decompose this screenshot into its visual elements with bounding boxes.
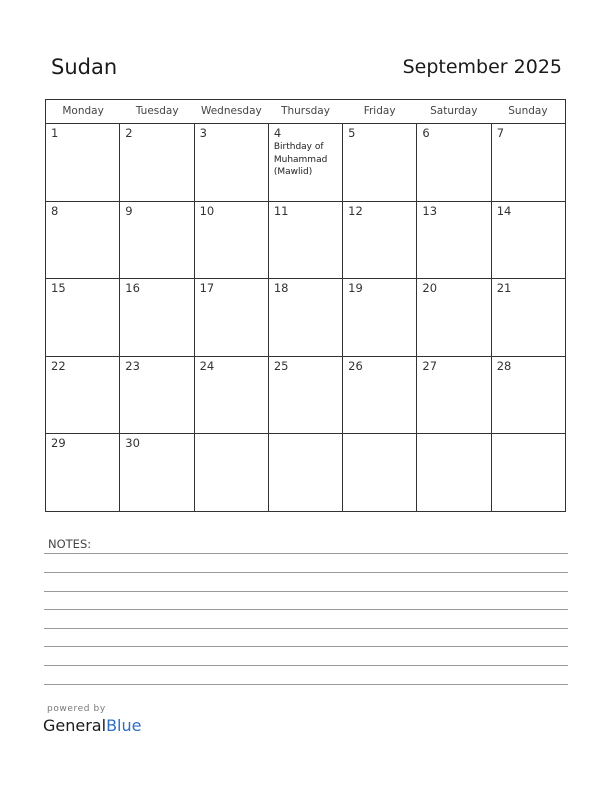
note-line	[44, 609, 568, 610]
day-cell	[269, 279, 343, 356]
day-number: 8	[51, 203, 59, 218]
day-number: 2	[125, 126, 133, 140]
day-cell	[46, 357, 120, 434]
day-cell	[417, 279, 491, 356]
brand-blue: Blue	[106, 716, 142, 735]
day-cell	[195, 202, 269, 279]
day-number: 20	[422, 281, 438, 296]
day-cell	[492, 357, 565, 434]
day-cell	[492, 202, 565, 279]
day-number: 22	[51, 358, 66, 373]
day-number: 23	[125, 358, 140, 373]
day-number: 1	[51, 126, 59, 140]
day-cell	[46, 202, 120, 279]
day-cell	[120, 279, 194, 356]
day-number: 13	[422, 203, 438, 218]
weekday-tuesday: Tuesday	[135, 105, 179, 117]
day-number: 27	[422, 358, 438, 373]
country-title: Sudan	[51, 55, 118, 79]
day-number: 7	[496, 126, 505, 140]
week-row	[46, 357, 565, 435]
day-cell	[417, 202, 491, 279]
day-cell	[343, 279, 417, 356]
day-number: 29	[51, 436, 66, 451]
day-cell	[269, 357, 343, 434]
weekday-wednesday: Wednesday	[200, 105, 262, 117]
day-cell	[195, 434, 269, 512]
day-number: 18	[273, 281, 289, 296]
day-cell	[269, 434, 343, 512]
day-number: 4	[273, 126, 282, 140]
day-cell	[46, 279, 120, 356]
weekday-thursday: Thursday	[281, 105, 330, 117]
day-cell	[492, 434, 565, 512]
day-cell	[195, 279, 269, 356]
weekday-saturday: Saturday	[430, 105, 478, 117]
note-line	[44, 684, 568, 685]
note-line	[44, 628, 568, 629]
day-cell	[195, 124, 269, 201]
note-line	[44, 665, 568, 666]
day-number: 28	[496, 358, 512, 373]
day-cell	[492, 124, 565, 201]
day-number: 17	[199, 281, 215, 296]
day-number: 10	[199, 203, 215, 218]
day-number: 14	[496, 203, 512, 218]
week-row	[46, 202, 565, 280]
day-cell	[343, 434, 417, 512]
day-cell	[343, 357, 417, 434]
day-cell	[120, 434, 194, 512]
weekday-monday: Monday	[62, 105, 104, 117]
day-cell	[417, 124, 491, 201]
notes-label: NOTES:	[48, 537, 92, 551]
day-cell	[46, 124, 120, 201]
day-number: 9	[125, 203, 133, 218]
day-number: 16	[125, 281, 140, 296]
weekday-header-row	[46, 100, 565, 124]
holiday-event: Birthday of Muhammad (Mawlid)	[273, 142, 328, 177]
powered-by-label: powered by	[47, 704, 106, 714]
day-cell	[46, 434, 120, 512]
day-number: 30	[125, 436, 140, 451]
calendar-grid	[45, 99, 566, 512]
brand-general: General	[43, 716, 107, 735]
day-number: 26	[348, 358, 363, 373]
day-number: 3	[199, 126, 207, 140]
week-row	[46, 434, 565, 512]
day-number: 25	[273, 358, 289, 373]
day-cell	[343, 124, 417, 201]
day-cell	[269, 202, 343, 279]
day-cell	[120, 357, 194, 434]
brand-logo	[43, 716, 141, 735]
day-cell	[195, 357, 269, 434]
week-row	[46, 279, 565, 357]
month-year-title: September 2025	[402, 56, 562, 78]
day-number: 15	[51, 281, 66, 296]
week-row	[46, 124, 565, 202]
weekday-sunday: Sunday	[508, 105, 548, 117]
day-number: 11	[273, 203, 289, 218]
day-number: 24	[199, 358, 215, 373]
day-number: 12	[348, 203, 363, 218]
note-line	[44, 553, 568, 554]
note-line	[44, 591, 568, 592]
day-number: 5	[348, 126, 356, 140]
note-line	[44, 646, 568, 647]
day-cell	[417, 434, 491, 512]
day-cell	[417, 357, 491, 434]
day-cell	[492, 279, 565, 356]
day-number: 19	[348, 281, 363, 296]
weekday-friday: Friday	[363, 105, 396, 117]
day-number: 6	[422, 126, 430, 140]
note-line	[44, 572, 568, 573]
day-cell	[120, 202, 194, 279]
day-cell	[343, 202, 417, 279]
day-number: 21	[496, 281, 512, 296]
day-cell	[120, 124, 194, 201]
day-cell	[269, 124, 343, 201]
